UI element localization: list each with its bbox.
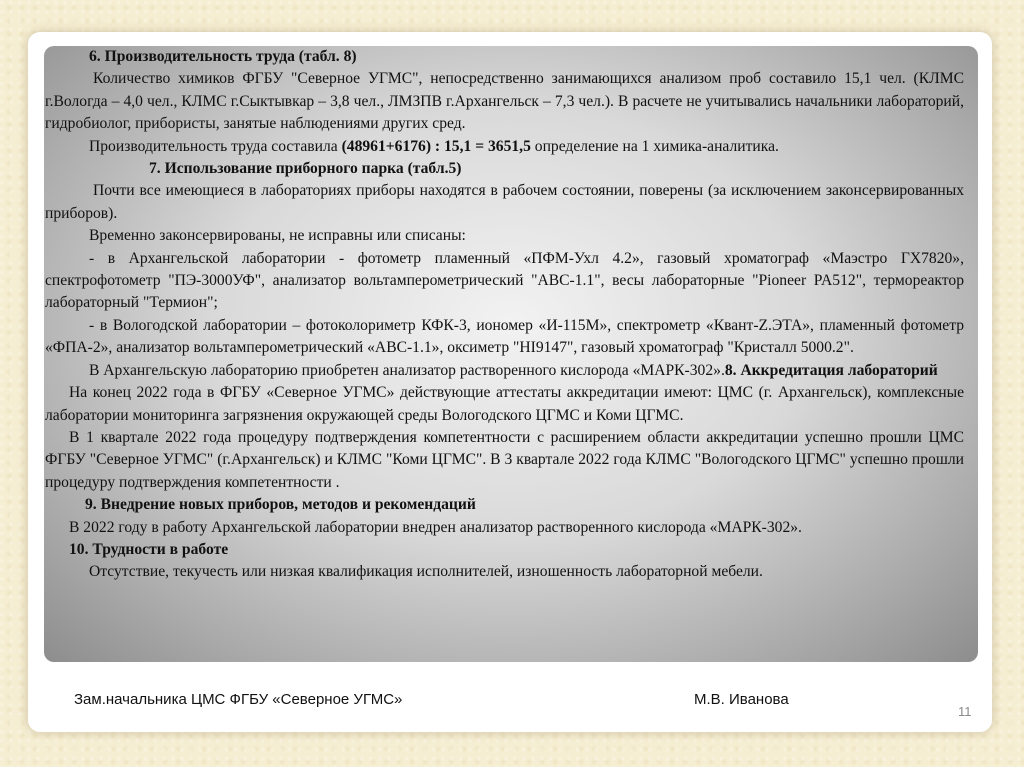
section-7-paragraph-5	[45, 360, 964, 382]
section-9-paragraph-1: В 2022 году в работу Архангельской лаборатории внедрен анализатор растворенного кислорода «МАРК-302».	[69, 518, 802, 536]
section-6-paragraph-1: Количество химиков ФГБУ "Северное УГМС", непосредственно занимающихся анализом проб составило 15,1 чел. (КЛМС г.Вологда – 4,0 чел., КЛМС г.Сыктывкар – 3,8 чел., ЛМЗПВ г.Архангельск – 7,3 чел.). В расчете не учитывались начальники лабораторий, гидробиолог, прибористы, занятые наблюдениями других сред.	[45, 70, 964, 133]
productivity-formula: (48961+6176) : 15,1 = 3651,5	[341, 137, 531, 155]
report-text	[45, 46, 964, 584]
page-number: 11	[958, 704, 972, 719]
section-7-paragraph-3: - в Архангельской лаборатории - фотометр пламенный «ПФМ-Ухл 4.2», газовый хроматограф «Маэстро ГХ7820», спектрофотометр "ПЭ-3000УФ", анализатор вольтамперометрический "АВС-1.1", весы лабораторные "Pioneer PA512", термореактор лабораторный "Термион";	[45, 249, 964, 312]
productivity-unit: определение на 1 химика-аналитика.	[530, 137, 779, 155]
footer-position: Зам.начальника ЦМС ФГБУ «Северное УГМС»	[74, 691, 403, 708]
section-8-paragraph-2: В 1 квартале 2022 года процедуру подтверждения компетентности с расширением области аккредитации успешно прошли ЦМС ФГБУ "Северное УГМС" (г.Архангельск) и КЛМС "Коми ЦГМС". В 3 квартале 2022 года КЛМС "Вологодского ЦГМС" успешно прошли процедуру подтверждения компетентности .	[45, 428, 964, 491]
section-10-heading: 10. Трудности в работе	[69, 540, 229, 558]
section-7-paragraph-2: Временно законсервированы, не исправны или списаны:	[89, 227, 466, 245]
productivity-text: Производительность труда составила	[89, 137, 342, 155]
footer-signatory: М.В. Иванова	[694, 691, 789, 708]
section-8-heading: 8. Аккредитация лабораторий	[724, 361, 938, 379]
section-6-paragraph-2	[45, 136, 964, 158]
section-7-paragraph-1: Почти все имеющиеся в лабораториях приборы находятся в рабочем состоянии, поверены (за исключением законсервированных приборов).	[45, 182, 964, 222]
section-7-paragraph-4: - в Вологодской лаборатории – фотоколориметр КФК-3, иономер «И-115М», спектрометр «Квант-Z.ЭТА», пламенный фотометр «ФПА-2», анализатор вольтамперометрический «АВС-1.1», оксиметр "HI9147", газовый хроматограф "Кристалл 5000.2".	[45, 316, 964, 357]
section-10-paragraph-1: Отсутствие, текучесть или низкая квалификация исполнителей, изношенность лабораторной мебели.	[89, 563, 763, 581]
section-7-heading: 7. Использование приборного парка (табл.5)	[149, 160, 462, 178]
section-9-heading: 9. Внедрение новых приборов, методов и рекомендаций	[85, 496, 476, 514]
section-6-heading: 6. Производительность труда (табл. 8)	[89, 48, 357, 65]
content-panel	[44, 46, 978, 662]
section-8-paragraph-1: На конец 2022 года в ФГБУ «Северное УГМС» действующие аттестаты аккредитации имеют: ЦМС (г. Архангельск), комплексные лаборатории мониторинга загрязнения окружающей среды Вологодского ЦГМС и Коми ЦГМС.	[45, 384, 964, 424]
acquired-analyzer-text: В Архангельскую лабораторию приобретен анализатор растворенного кислорода «МАРК-302».	[89, 361, 725, 379]
